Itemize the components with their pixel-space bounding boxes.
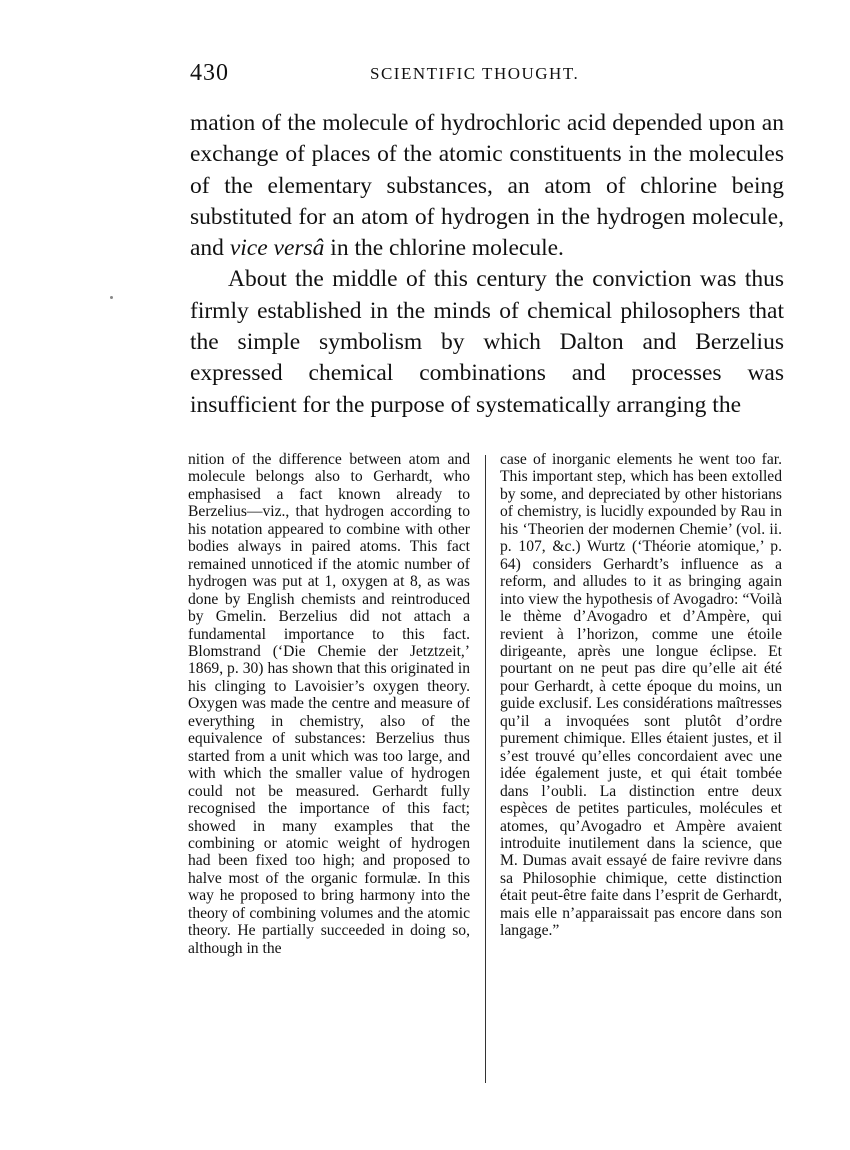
- footnote-left-column: nition of the difference between atom and molecule belongs also to Gerhardt, who emphasised a fact known already to Berzelius—viz., that hydrogen according to his notation appeared to combine with other bodies always in paired atoms. This fact remained unnoticed if the atomic number of hydrogen was put at 1, oxygen at 8, as was done by English chemists and reintroduced by Gmelin. Berzelius did not attach a fundamental importance to this fact. Blomstrand (‘Die Chemie der Jetztzeit,’ 1869, p. 30) has shown that this originated in his clinging to Lavoisier’s oxygen theory. Oxygen was made the centre and measure of everything in chemistry, also of the equivalence of substances: Berzelius thus started from a unit which was too large, and with which the smaller value of hydrogen could not be measured. Gerhardt fully recognised the importance of this fact; showed in many examples that the combining or atomic weight of hydrogen had been fixed too high; and proposed to halve most of the organic formulæ. In this way he proposed to bring harmony into the theory of combining volumes and the atomic theory. He partially succeeded in doing so, although in the: [188, 451, 470, 957]
- footnote-area: [188, 451, 786, 1091]
- paragraph-1-italic-phrase: vice versâ: [229, 235, 325, 262]
- body-paragraph-1: [190, 108, 784, 264]
- margin-speck: [110, 296, 113, 299]
- body-paragraph-2: About the middle of this century the conviction was thus firmly established in the minds of chemical philosophers that the simple symbolism by which Dalton and Berzelius expressed chemical combinations and processes was insufficient for the purpose of systematically arranging the: [190, 266, 784, 418]
- body-text: [190, 108, 784, 421]
- page-number: 430: [190, 60, 229, 86]
- footnote-right-column: case of inorganic elements he went too far. This important step, which has been extolled by some, and depreciated by other historians of chemistry, is lucidly expounded by Rau in his ‘Theorien der modernen Chemie’ (vol. ii. p. 107, &c.) Wurtz (‘Théorie atomique,’ p. 64) considers Gerhardt’s influence as a reform, and alludes to it as bringing again into view the hypothesis of Avogadro: “Voilà le thème d’Avogadro et d’Ampère, qui revient à l’horizon, comme une étoile dirigeante, après une longue éclipse. Et pourtant on ne peut pas dire qu’elle ait été pour Gerhardt, à cette époque du moins, un guide exclusif. Les considérations maîtresses qu’il a invoquées sont plutôt d’ordre purement chimique. Elles étaient justes, et il s’est trouvé qu’elles concordaient avec une idée également juste, et qui était tombée dans l’oubli. La distinction entre deux espèces de petites particules, molécules et atomes, qu’Avogadro et Ampère avaient introduite inutilement dans la science, que M. Dumas avait essayé de faire revivre dans sa Philosophie chimique, cette distinction était peut-être faite dans l’esprit de Gerhardt, mais elle n’apparaissait pas encore dans son langage.”: [500, 451, 782, 940]
- page-header: [190, 60, 784, 92]
- column-divider: [485, 455, 486, 1083]
- paragraph-1-text: mation of the molecule of hydrochloric acid depended upon an exchange of places of the atomic constituents in the molecules of the elementary substances, an atom of chlorine being substituted for an atom of hydrogen in the hydrogen molecule, and: [190, 110, 784, 262]
- running-title: SCIENTIFIC THOUGHT.: [370, 64, 580, 83]
- paragraph-1-ending: in the chlorine molecule.: [324, 235, 564, 262]
